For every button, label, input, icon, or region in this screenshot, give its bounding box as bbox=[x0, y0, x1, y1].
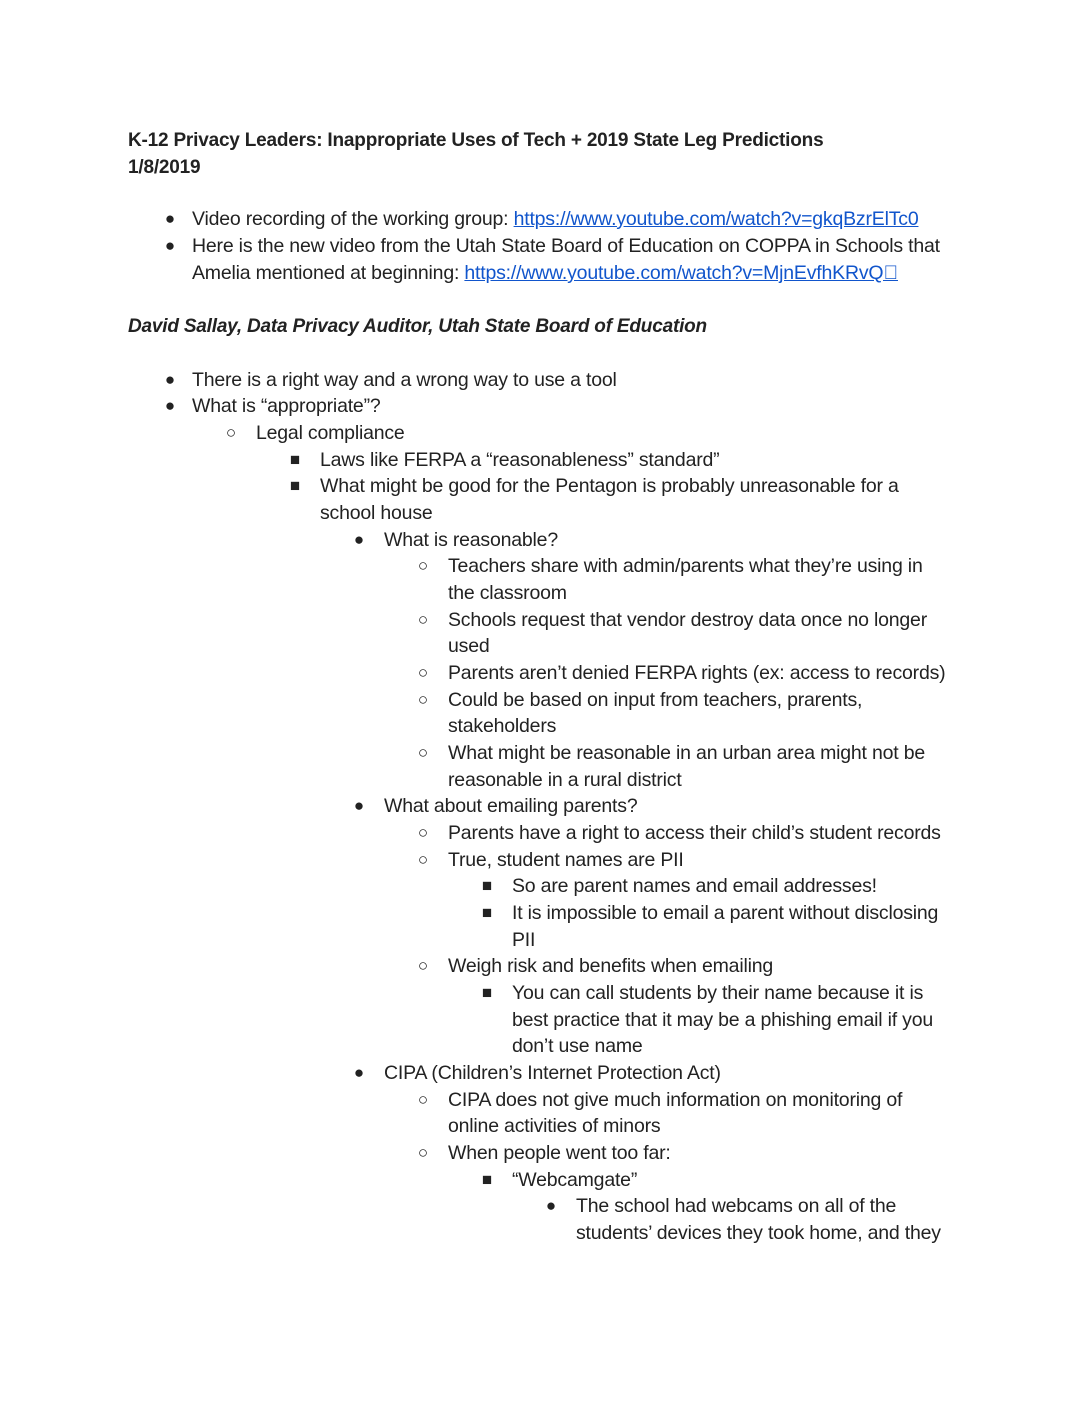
list-item: Weigh risk and benefits when emailing bbox=[448, 955, 774, 977]
list-item: Legal compliance bbox=[256, 422, 405, 444]
list-item-continuation: don’t use name bbox=[512, 1035, 643, 1057]
utah-video-line-1: Here is the new video from the Utah State Board of Education on COPPA in Schools that bbox=[192, 235, 940, 257]
bullet-circle-icon: ○ bbox=[417, 610, 429, 629]
video-recording-label: Video recording of the working group: bbox=[192, 208, 514, 230]
bullet-disc-icon: ● bbox=[164, 370, 176, 389]
list-item: Teachers share with admin/parents what they’re using in bbox=[448, 555, 923, 577]
bullet-disc-icon: ● bbox=[545, 1196, 557, 1215]
bullet-circle-icon: ○ bbox=[417, 850, 429, 869]
speaker-heading: David Sallay, Data Privacy Auditor, Utah State Board of Education bbox=[128, 316, 707, 337]
bullet-disc-icon: ● bbox=[164, 209, 176, 228]
list-item: Schools request that vendor destroy data once no longer bbox=[448, 609, 927, 631]
bullet-circle-icon: ○ bbox=[417, 743, 429, 762]
bullet-circle-icon: ○ bbox=[417, 663, 429, 682]
video-recording-link[interactable]: https://www.youtube.com/watch?v=gkqBzrElTc0 bbox=[513, 208, 919, 230]
list-item-continuation: reasonable in a rural district bbox=[448, 769, 682, 791]
utah-video-link[interactable]: https://www.youtube.com/watch?v=MjnEvfhKRvQ bbox=[464, 262, 898, 284]
list-item-continuation: school house bbox=[320, 502, 433, 524]
bullet-disc-icon: ● bbox=[164, 236, 176, 255]
list-item-continuation: stakeholders bbox=[448, 715, 557, 737]
list-item: The school had webcams on all of the bbox=[576, 1195, 897, 1217]
list-item: You can call students by their name because it is bbox=[512, 982, 924, 1004]
list-item-continuation: the classroom bbox=[448, 582, 567, 604]
utah-video-label: Amelia mentioned at beginning: bbox=[192, 262, 465, 284]
list-item-continuation: best practice that it may be a phishing email if you bbox=[512, 1009, 933, 1031]
bullet-disc-icon: ● bbox=[164, 396, 176, 415]
list-item: CIPA does not give much information on monitoring of bbox=[448, 1089, 903, 1111]
list-item-continuation: students’ devices they took home, and they bbox=[576, 1222, 941, 1244]
bullet-square-icon: ■ bbox=[481, 903, 493, 922]
bullet-circle-icon: ○ bbox=[417, 1090, 429, 1109]
video-recording-item bbox=[192, 206, 918, 233]
list-item: What is reasonable? bbox=[384, 529, 558, 551]
bullet-square-icon: ■ bbox=[481, 1170, 493, 1189]
utah-video-line-2 bbox=[192, 260, 898, 287]
bullet-circle-icon: ○ bbox=[417, 1143, 429, 1162]
list-item: True, student names are PII bbox=[448, 849, 684, 871]
bullet-circle-icon: ○ bbox=[225, 423, 237, 442]
bullet-circle-icon: ○ bbox=[417, 956, 429, 975]
bullet-circle-icon: ○ bbox=[417, 823, 429, 842]
bullet-square-icon: ■ bbox=[481, 876, 493, 895]
list-item: What about emailing parents? bbox=[384, 795, 638, 817]
bullet-disc-icon: ● bbox=[353, 530, 365, 549]
list-item-continuation: used bbox=[448, 635, 490, 657]
bullet-square-icon: ■ bbox=[289, 450, 301, 469]
document-title-block bbox=[128, 127, 823, 181]
bullet-square-icon: ■ bbox=[289, 476, 301, 495]
document-date: 1/8/2019 bbox=[128, 157, 201, 178]
list-item-continuation: online activities of minors bbox=[448, 1115, 661, 1137]
list-item: There is a right way and a wrong way to use a tool bbox=[192, 369, 617, 391]
bullet-disc-icon: ● bbox=[353, 796, 365, 815]
list-item: Laws like FERPA a “reasonableness” standard” bbox=[320, 449, 720, 471]
list-item: What is “appropriate”? bbox=[192, 395, 381, 417]
list-item: When people went too far: bbox=[448, 1142, 671, 1164]
list-item: CIPA (Children’s Internet Protection Act) bbox=[384, 1062, 721, 1084]
list-item: “Webcamgate” bbox=[512, 1169, 638, 1191]
list-item: So are parent names and email addresses! bbox=[512, 875, 877, 897]
list-item: It is impossible to email a parent without disclosing bbox=[512, 902, 939, 924]
bullet-disc-icon: ● bbox=[353, 1063, 365, 1082]
list-item: Parents aren’t denied FERPA rights (ex: access to records) bbox=[448, 662, 946, 684]
bullet-circle-icon: ○ bbox=[417, 556, 429, 575]
list-item-continuation: PII bbox=[512, 929, 536, 951]
list-item: Could be based on input from teachers, prarents, bbox=[448, 689, 863, 711]
bullet-circle-icon: ○ bbox=[417, 690, 429, 709]
document-title: K-12 Privacy Leaders: Inappropriate Uses of Tech + 2019 State Leg Predictions bbox=[128, 130, 824, 151]
list-item: What might be reasonable in an urban area might not be bbox=[448, 742, 926, 764]
bullet-square-icon: ■ bbox=[481, 983, 493, 1002]
list-item: What might be good for the Pentagon is probably unreasonable for a bbox=[320, 475, 899, 497]
list-item: Parents have a right to access their child’s student records bbox=[448, 822, 941, 844]
